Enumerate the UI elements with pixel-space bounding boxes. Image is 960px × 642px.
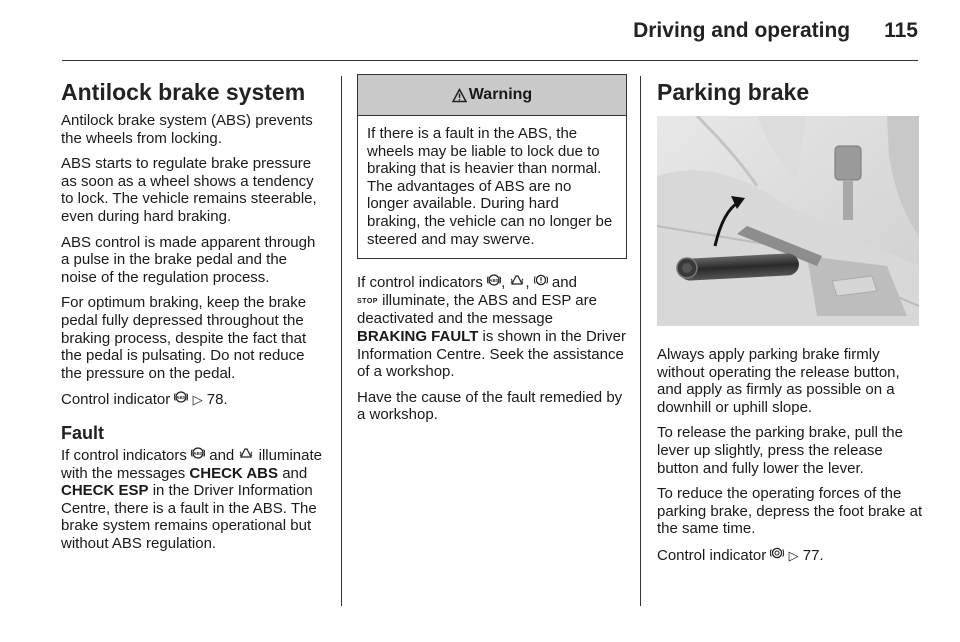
- section-title: Driving and operating: [633, 19, 851, 42]
- svg-text:ABS: ABS: [489, 277, 499, 283]
- heading-antilock-brake-system: Antilock brake system: [61, 79, 306, 105]
- paragraph: To reduce the operating forces of the parking brake, depress the foot brake at the same time.: [657, 485, 923, 538]
- paragraph: Always apply parking brake firmly without operating the release button, and apply as firmly as possible on a downhill or uphill slope.: [657, 346, 900, 416]
- brake-indicator-icon: [534, 273, 548, 292]
- column-warning: [357, 74, 627, 432]
- warning-header: [358, 75, 626, 116]
- paragraph: ABS control is made apparent through a pulse in the brake pedal and the noise of the regulation process.: [61, 233, 316, 286]
- paragraph-indicators: If control indicators ABS , , and STOP illuminate, the ABS and ESP are deactivated and the message BRAKING FAULT is shown in the Driver Information Centre. Seek the assistance of a workshop.: [357, 274, 626, 381]
- warning-triangle-icon: [452, 88, 467, 103]
- paragraph-fault: If control indicators ABS and illuminate with the messages CHECK ABS and CHECK ESP in the Driver Information Centre, there is a fault in the ABS. The brake system remains operational but without ABS regulation.: [61, 446, 322, 552]
- abs-indicator-icon: [487, 273, 501, 292]
- esp-indicator-icon: [238, 446, 254, 465]
- svg-text:ABS: ABS: [176, 395, 187, 401]
- message-check-abs: CHECK ABS: [189, 464, 279, 482]
- paragraph: Antilock brake system (ABS) prevents the wheels from locking.: [61, 112, 313, 147]
- warning-title: Warning: [468, 86, 533, 104]
- paragraph-control-indicator: Control indicator ABS ▷ 78.: [61, 391, 228, 409]
- paragraph: To release the parking brake, pull the lever up slightly, press the release button and fully lower the lever.: [657, 424, 903, 477]
- paragraph-control-indicator: Control indicator ▷ 77.: [657, 546, 824, 564]
- svg-text:ABS: ABS: [193, 450, 203, 456]
- heading-parking-brake: Parking brake: [657, 79, 810, 105]
- paragraph: Have the cause of the fault remedied by a workshop.: [357, 388, 623, 424]
- column-divider: [341, 76, 342, 606]
- message-check-esp: CHECK ESP: [61, 482, 149, 500]
- warning-text: If there is a fault in the ABS, the wheels may be liable to lock due to braking that is heavier than normal. The advantages of ABS are no longer available. During hard braking, the vehicle can no longer be steered and may swerve.: [367, 125, 613, 248]
- header-rule: [62, 60, 918, 61]
- column-abs: [61, 74, 327, 560]
- reference-arrow-icon: ▷: [192, 392, 203, 408]
- esp-indicator-icon: [509, 273, 525, 292]
- paragraph: For optimum braking, keep the brake pedal fully depressed throughout the braking process, despite the fact that the pedal is pulsating. Do not reduce the pressure on the pedal.: [61, 294, 307, 382]
- warning-box: [357, 74, 627, 259]
- paragraph: ABS starts to regulate brake pressure as soon as a wheel shows a tendency to lock. The vehicle remains steerable, even during hard braking.: [61, 155, 317, 225]
- stop-indicator-icon: STOP: [357, 297, 378, 305]
- abs-indicator-icon: [191, 446, 205, 465]
- parking-brake-photo: [657, 116, 919, 326]
- page-header: [318, 14, 918, 48]
- abs-indicator-icon: [174, 390, 188, 409]
- column-parking-brake: [657, 74, 923, 573]
- page-number: 115: [884, 19, 918, 42]
- brake-indicator-icon: [770, 546, 784, 565]
- column-divider: [640, 76, 641, 606]
- message-braking-fault: BRAKING FAULT: [357, 327, 479, 345]
- heading-fault: Fault: [61, 422, 104, 443]
- reference-arrow-icon: ▷: [788, 547, 799, 563]
